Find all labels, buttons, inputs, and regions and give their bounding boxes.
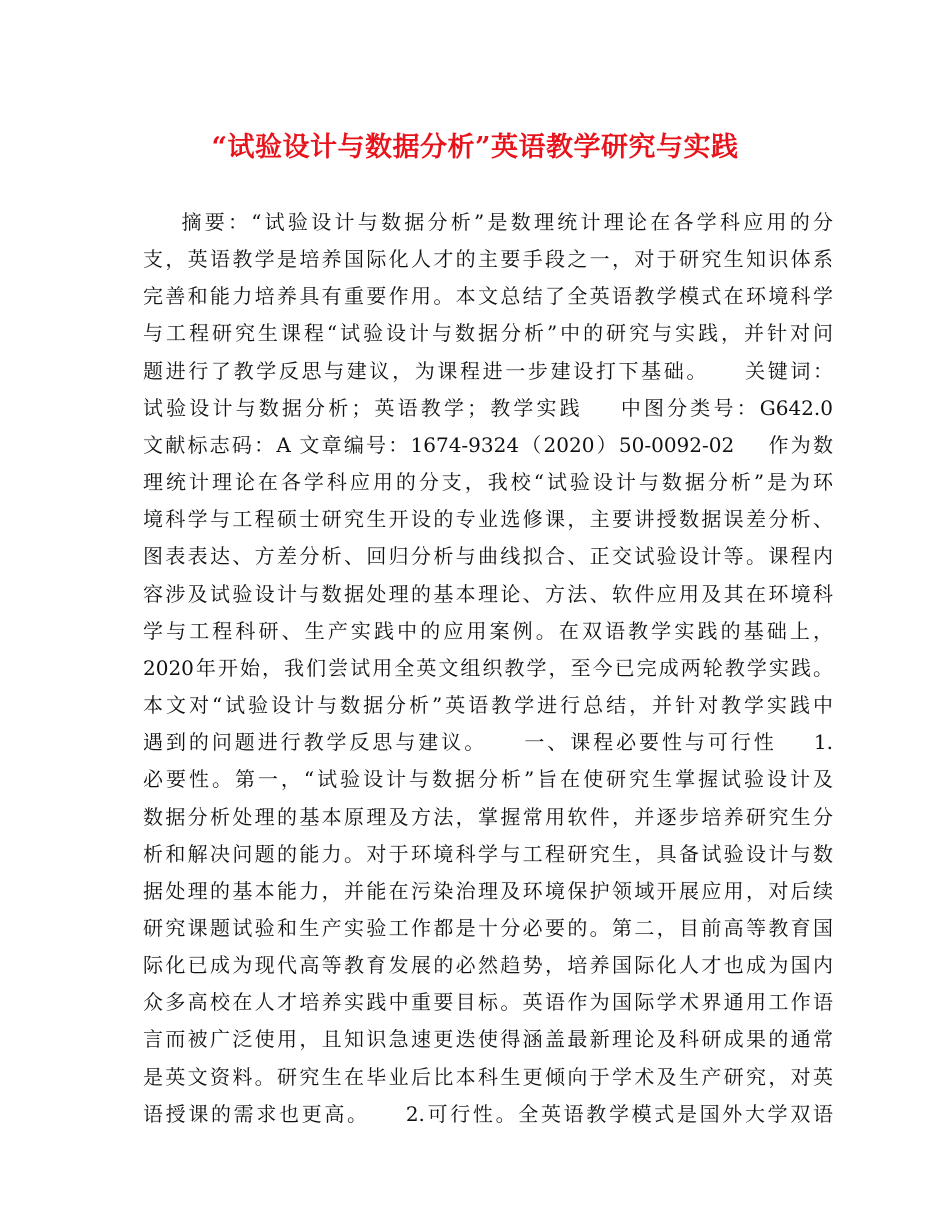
body-line: 学与工程科研、生产实践中的应用案例。在双语教学实践的基础上， bbox=[143, 618, 833, 643]
body-line: 言而被广泛使用，且知识急速更迭使得涵盖最新理论及科研成果的通常 bbox=[143, 1027, 833, 1052]
body-line: 际化已成为现代高等教育发展的必然趋势，培养国际化人才也成为国内 bbox=[143, 953, 833, 978]
body-line: 必要性。第一，“试验设计与数据分析”旨在使研究生掌握试验设计及 bbox=[143, 767, 833, 792]
body-line: 遇到的问题进行教学反思与建议。 一、课程必要性与可行性 1. bbox=[143, 730, 833, 755]
body-line: 语授课的需求也更高。 2.可行性。全英语教学模式是国外大学双语 bbox=[143, 1101, 833, 1126]
body-line: 支，英语教学是培养国际化人才的主要手段之一，对于研究生知识体系 bbox=[143, 247, 833, 272]
body-line: 理统计理论在各学科应用的分支，我校“试验设计与数据分析”是为环 bbox=[143, 470, 833, 495]
body-line: 试验设计与数据分析；英语教学；教学实践 中图分类号：G642.0 bbox=[143, 395, 833, 420]
body-line: 容涉及试验设计与数据处理的基本理论、方法、软件应用及其在环境科 bbox=[143, 581, 833, 606]
body-line: 据处理的基本能力，并能在污染治理及环境保护领域开展应用，对后续 bbox=[143, 878, 833, 903]
body-line: 研究课题试验和生产实验工作都是十分必要的。第二，目前高等教育国 bbox=[143, 915, 833, 940]
body-line: 题进行了教学反思与建议，为课程进一步建设打下基础。 关键词： bbox=[143, 358, 833, 383]
body-line: 摘要：“试验设计与数据分析”是数理统计理论在各学科应用的分 bbox=[143, 210, 833, 234]
body-line: 析和解决问题的能力。对于环境科学与工程研究生，具备试验设计与数 bbox=[143, 841, 833, 866]
body-line: 众多高校在人才培养实践中重要目标。英语作为国际学术界通用工作语 bbox=[143, 990, 833, 1015]
document-body bbox=[143, 204, 833, 1133]
body-line: 完善和能力培养具有重要作用。本文总结了全英语教学模式在环境科学 bbox=[143, 284, 833, 309]
body-line: 文献标志码：A 文章编号：1674-9324（2020）50-0092-02 作为数 bbox=[143, 432, 833, 457]
document-title: “试验设计与数据分析”英语教学研究与实践 bbox=[211, 132, 739, 163]
body-line: 数据分析处理的基本原理及方法，掌握常用软件，并逐步培养研究生分 bbox=[143, 804, 833, 829]
body-line: 2020年开始，我们尝试用全英文组织教学，至今已完成两轮教学实践。 bbox=[143, 655, 833, 680]
body-line: 与工程研究生课程“试验设计与数据分析”中的研究与实践，并针对问 bbox=[143, 321, 833, 346]
body-line: 本文对“试验设计与数据分析”英语教学进行总结，并针对教学实践中 bbox=[143, 693, 833, 718]
body-line: 图表表达、方差分析、回归分析与曲线拟合、正交试验设计等。课程内 bbox=[143, 544, 833, 569]
body-line: 是英文资料。研究生在毕业后比本科生更倾向于学术及生产研究，对英 bbox=[143, 1064, 833, 1089]
body-line: 境科学与工程硕士研究生开设的专业选修课，主要讲授数据误差分析、 bbox=[143, 507, 833, 532]
